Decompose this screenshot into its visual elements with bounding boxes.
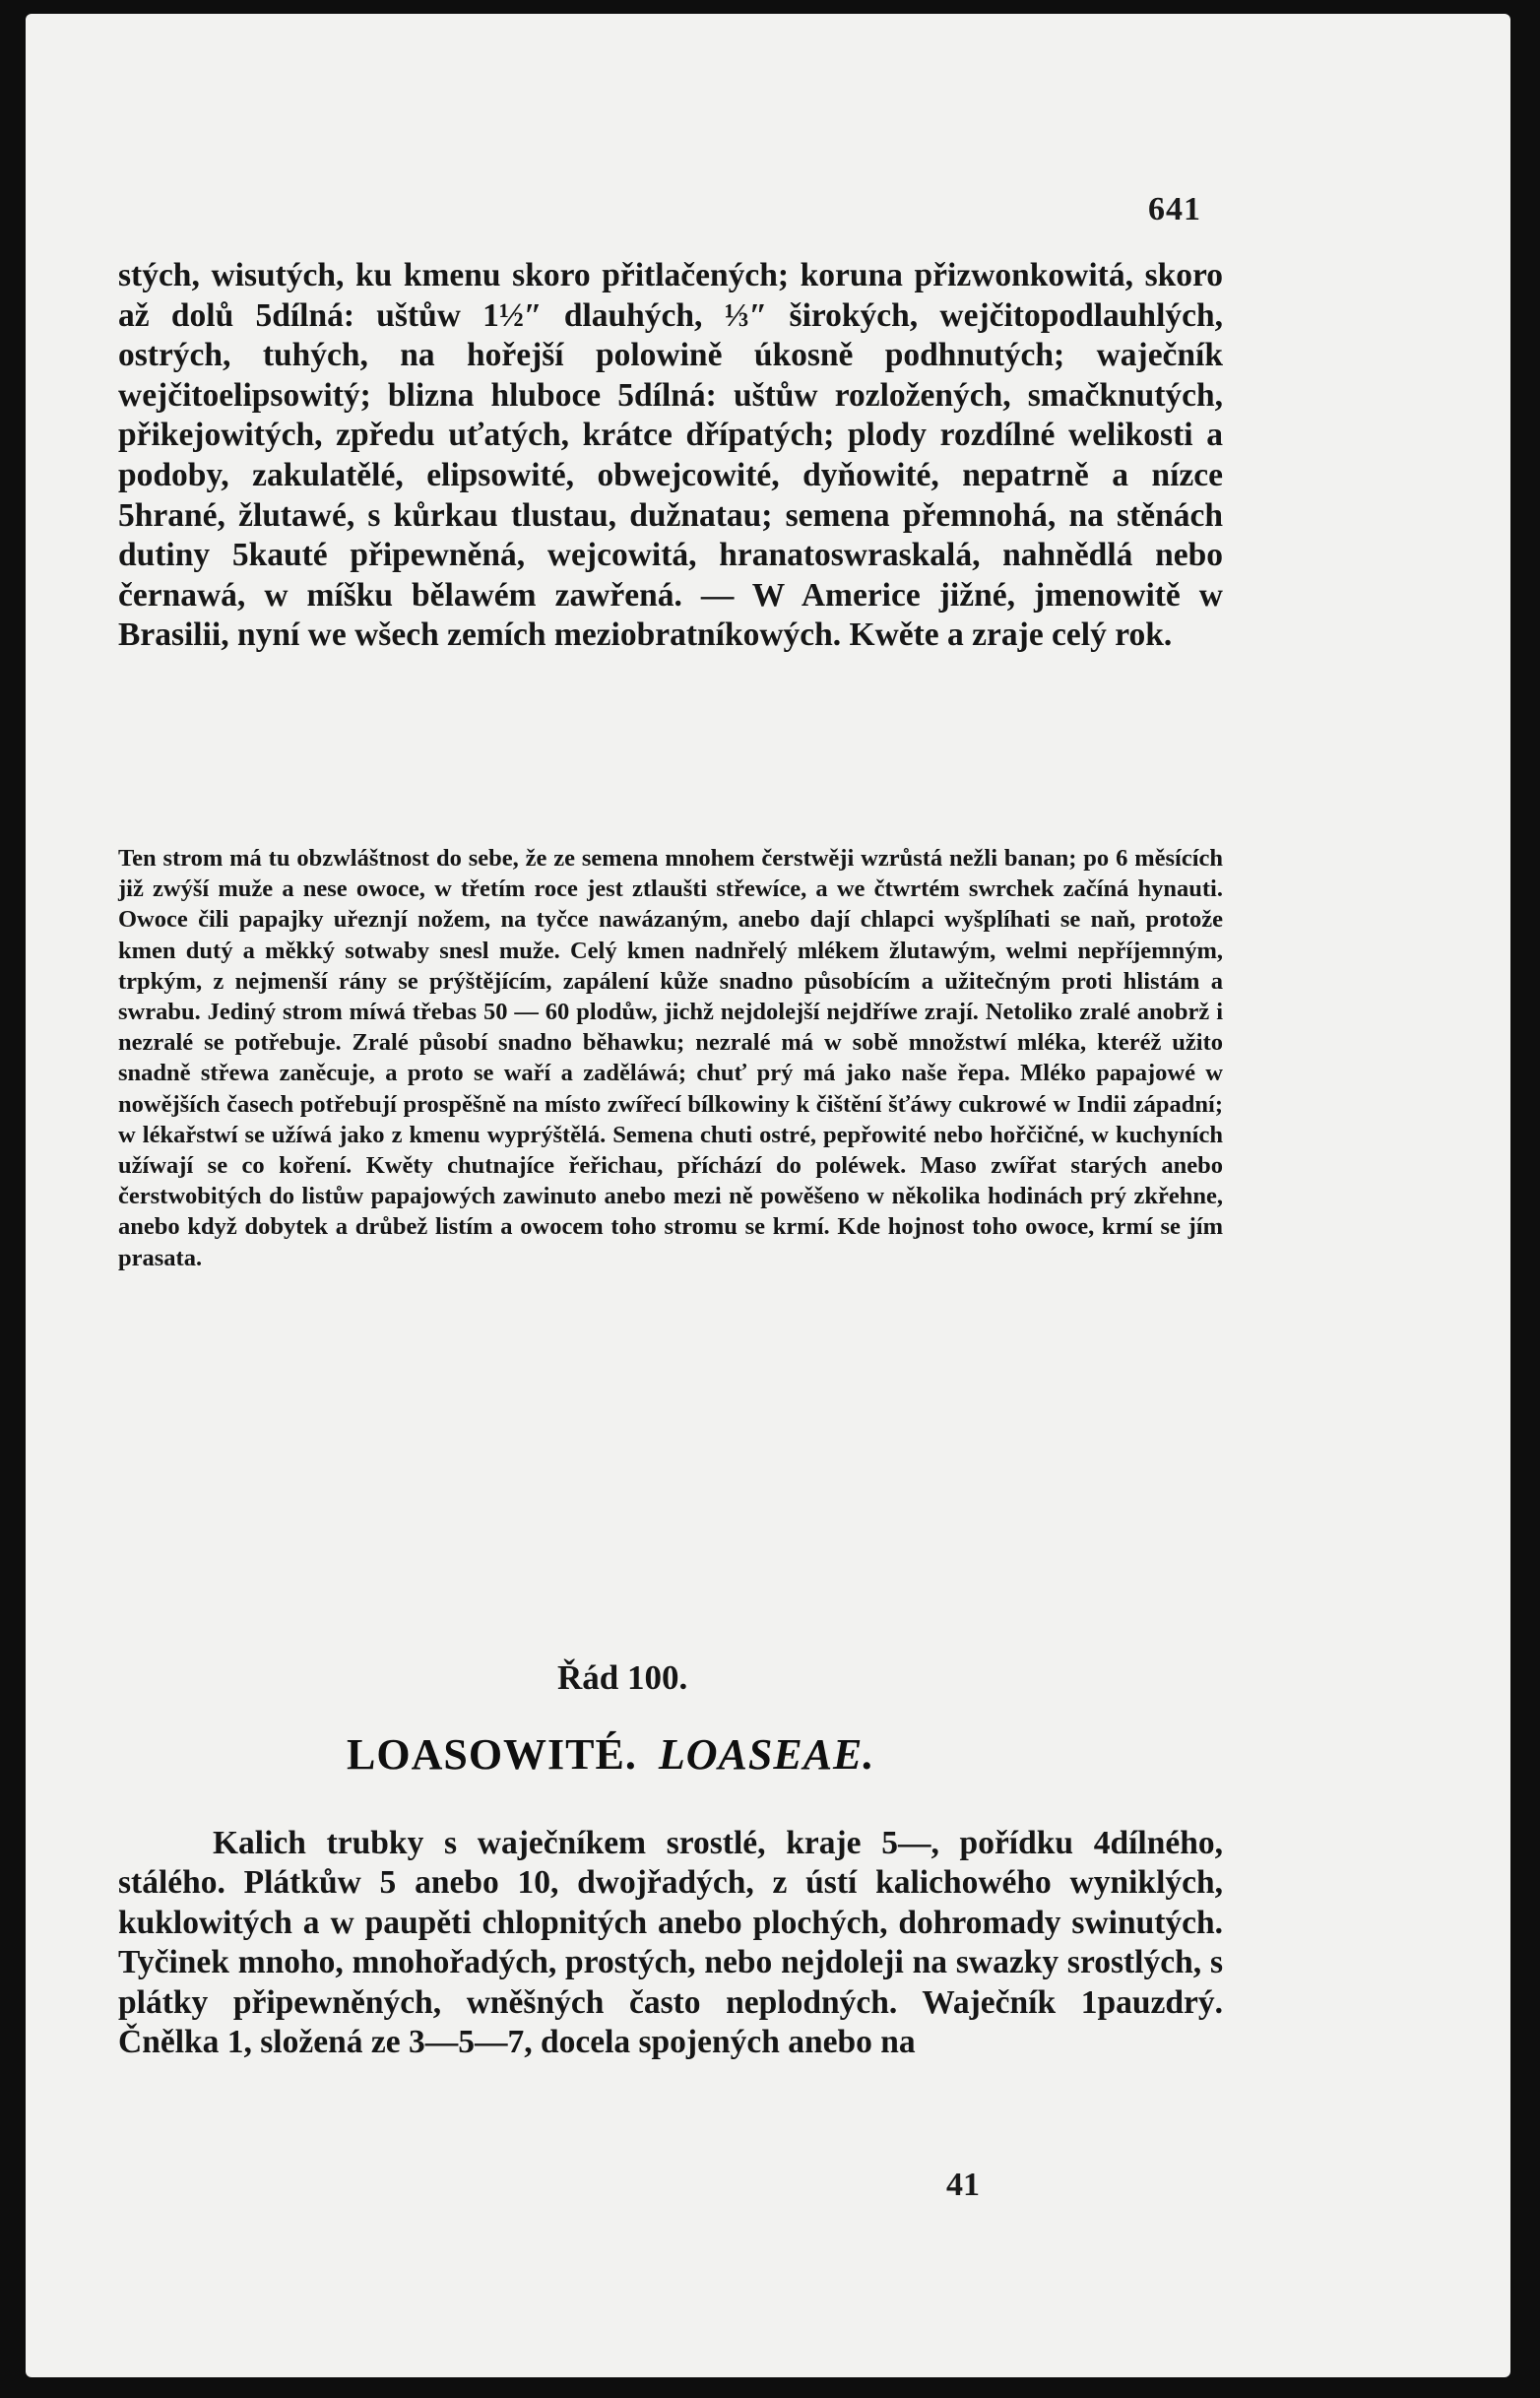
book-page bbox=[26, 14, 1510, 2377]
papaya-note-paragraph: Ten strom má tu obzwláštnost do sebe, že ze semena mnohem čerstwěji wzrůstá nežli banan; po 6 měsících již zwýší muže a nese owoce, w třetím roce jest ztlaušti střewíce, a we čtwrtém swrchek začíná hynauti. Owoce čili papajky uřeznjí nožem, na tyčce nawázaným, anebo dají chlapci wyšplíhati se naň, protože kmen dutý a měkký sotwaby snesl muže. Celý kmen nadnřelý mlékem žlutawým, welmi nepříjemným, trpkým, z nejmenší rány se prýštějícím, zapálení kůže snadno působícím a užitečným proti hlistám a swrabu. Jediný strom míwá třebas 50 — 60 plodůw, jichž nejdolejší nejdříwe zrají. Netoliko zralé anobrž i nezralé se potřebuje. Zralé působí snadno běhawku; nezralé má w sobě množstwí mléka, kteréž užito snadně střewa zaněcuje, a proto se waří a zaděláwá; chuť prý má jako naše řepa. Mléko papajowé w nowějších časech potřebují prospěšně na místo zwířecí bílkowiny k čištění šťáwy cukrowé w Indii západní; w lékařstwí se užíwá jako z kmenu wyprýštělá. Semena chuti ostré, pepřowité nebo hořčičné, w kuchyních užíwají se co koření. Kwěty chutnajíce řeřichau, příchází do poléwek. Maso zwířat starých anebo čerstwobitých do listůw papajowých zawinuto anebo mezi ně powěšeno w několika hodinách prý zkřehne, anebo když dobytek a drůbež listím a owocem toho stromu se krmí. Kde hojnost toho owoce, krmí se jím prasata. bbox=[118, 845, 1223, 1271]
page-number: 641 bbox=[1148, 191, 1201, 227]
species-description-paragraph: stých, wisutých, ku kmenu skoro přitlačených; koruna přizwonkowitá, skoro až dolů 5dílná: uštůw 1½″ dlauhých, ⅓″ širokých, wejčitopodlauhlých, ostrých, tuhých, na hořejší polowině úkosně podhnutých; waječník wejčitoelipsowitý; blizna hluboce 5dílná: uštůw rozložených, smačknutých, přikejowitých, zpředu uťatých, krátce dřípatých; plody rozdílné welikosti a podoby, zakulatělé, elipsowité, obwejcowité, dyňowité, nepatrně a nízce 5hrané, žlutawé, s kůrkau tlustau, dužnatau; semena přemnohá, na stěnách dutiny 5kauté připewněná, wejcowitá, hranatoswraskalá, nahnědlá nebo černawá, w míšku bělawém zawřená. — W Americe jižné, jmenowitě w Brasilii, nyní we wšech zemích meziobratníkowých. Kwěte a zraje celý rok. bbox=[118, 257, 1223, 654]
family-description-paragraph: Kalich trubky s waječníkem srostlé, kraje 5—, pořídku 4dílného, stálého. Plátkůw 5 anebo 10, dwojřadých, z ústí kalichowého wyniklých, kuklowitých a w paupěti chlopnitých anebo plochých, dohromady swinutých. Tyčinek mnoho, mnohořadých, prostých, nebo nejdoleji na swazky srostlých, s plátky připewněných, wněšných často neplodných. Waječník 1pauzdrý. Čnělka 1, složená ze 3—5—7, docela spojených anebo na bbox=[118, 1825, 1223, 2061]
order-heading: Řád 100. bbox=[557, 1658, 688, 1697]
family-name-latin: LOASEAE. bbox=[658, 1730, 875, 1779]
printer-signature-mark: 41 bbox=[946, 2167, 980, 2203]
family-heading bbox=[347, 1729, 874, 1780]
family-name-czech: LOASOWITÉ. bbox=[347, 1730, 637, 1779]
